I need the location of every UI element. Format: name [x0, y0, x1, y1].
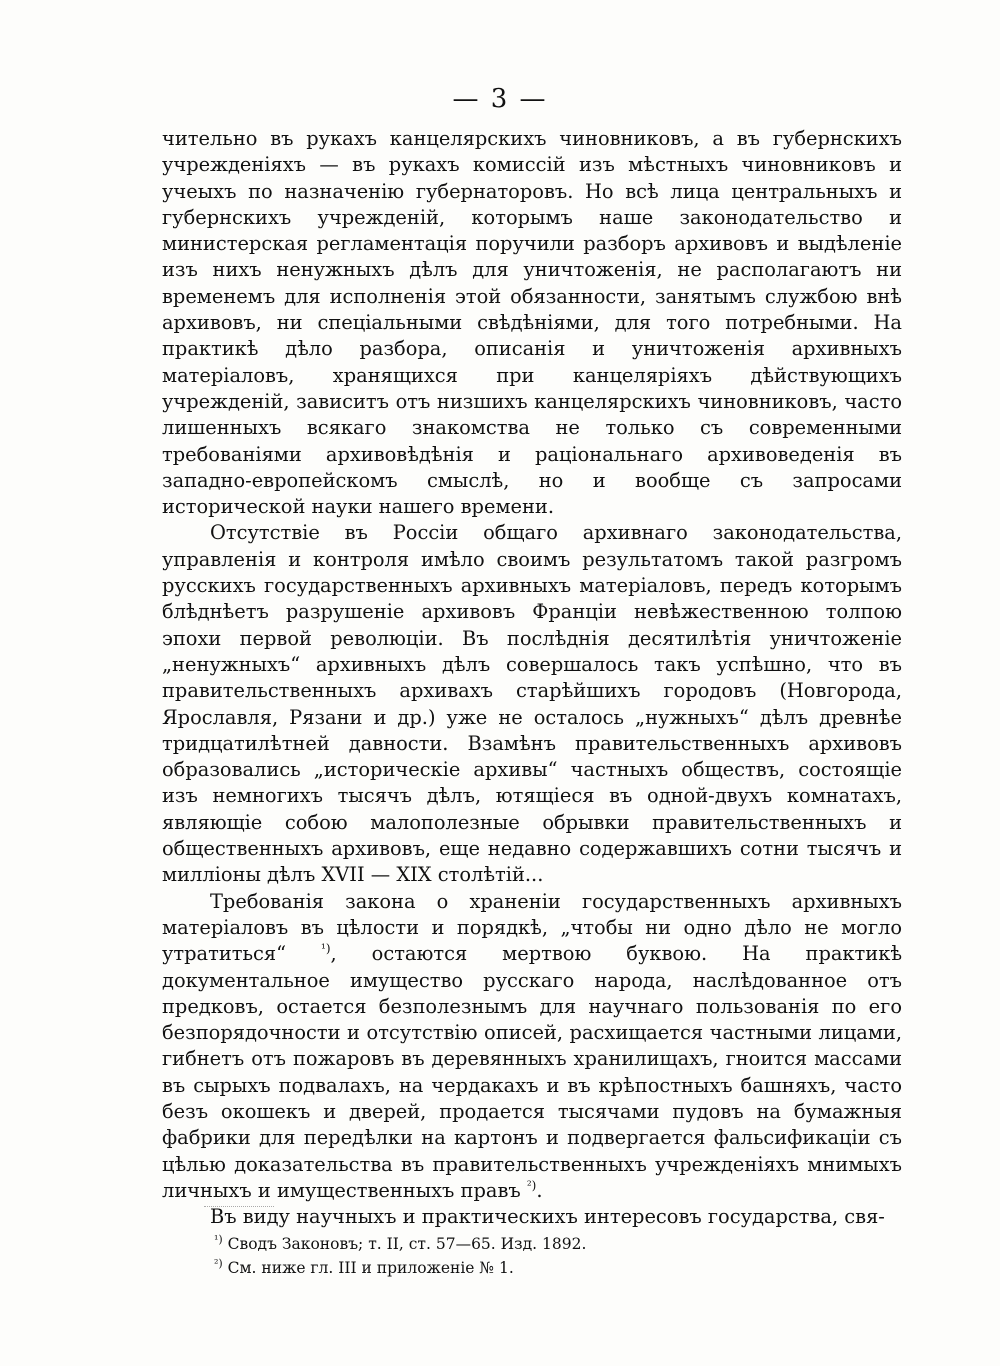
footnote-1-mark: ¹) [214, 1232, 223, 1246]
paragraph-2: Отсутствіе въ Россіи общаго архивнаго законодательства, управленія и контроля имѣло своимъ результатомъ такой разгромъ русскихъ государственныхъ архивныхъ матеріаловъ, передъ которымъ блѣднѣетъ разрушеніе архивовъ Франціи невѣжественною толпою эпохи первой революціи. Въ послѣднія десятилѣтія уничтоженіе „ненужныхъ“ архивныхъ дѣлъ совершалось такъ успѣшно, что въ правительственныхъ архивахъ старѣйшихъ городовъ (Новгорода, Ярославля, Рязани и др.) уже не осталось „нужныхъ“ дѣлъ древнѣе тридцатилѣтней давности. Взамѣнъ правительственныхъ архивовъ образовались „историческіе архивы“ частныхъ обществъ, состоящіе изъ немногихъ тысячъ дѣлъ, ютящіеся въ одной-двухъ комнатахъ, являющіе собою малополезные обрывки правительственныхъ и общественныхъ архивовъ, еще недавно содержавшихъ сотни тысячъ и милліоны дѣлъ XVII — XIX столѣтій... [162, 521, 902, 887]
paragraph-3-part-1: Требованія закона о храненіи государственныхъ архивныхъ матеріаловъ въ цѣлости и порядкѣ, „чтобы ни одно дѣло не могло утратиться“ [162, 889, 902, 966]
footnote-separator [204, 1206, 274, 1207]
footnote-1 [214, 1232, 814, 1256]
footnote-ref-2: ²) [526, 1178, 537, 1193]
paragraph-4: Въ виду научныхъ и практическихъ интересовъ государства, свя- [210, 1205, 885, 1229]
footnote-2 [214, 1256, 814, 1280]
footnotes [214, 1232, 814, 1280]
page-number: — 3 — [452, 84, 548, 114]
main-text [162, 126, 902, 1230]
footnote-2-text: См. ниже гл. III и приложеніе № 1. [227, 1259, 514, 1277]
footnote-1-text: Сводъ Законовъ; т. II, ст. 57—65. Изд. 1892. [227, 1235, 587, 1253]
paragraph-1: чительно въ рукахъ канцелярскихъ чиновниковъ, а въ губернскихъ учрежденіяхъ — въ рукахъ комиссій изъ мѣстныхъ чиновниковъ и учеыхъ по назначенію губернаторовъ. Но всѣ лица центральныхъ и губернскихъ учрежденій, которымъ наше законодательство и министерская регламентація поручили разборъ архивовъ и выдѣленіе изъ нихъ ненужныхъ дѣлъ для уничтоженія, не располагаютъ ни временемъ для исполненія этой обязанности, занятымъ службою внѣ архивовъ, ни спеціальными свѣдѣніями, для того потребными. На практикѣ дѣло разбора, описанія и уничтоженія архивныхъ матеріаловъ, хранящихся при канцеляріяхъ дѣйствующихъ учрежденій, зависитъ отъ низшихъ канцелярскихъ чиновниковъ, часто лишенныхъ всякаго знакомства не только съ современными требованіями архивовѣдѣнія и раціональнаго архивоведенія въ западно-европейскомъ смыслѣ, но и вообще съ запросами исторической науки нашего времени. [162, 127, 902, 519]
footnote-ref-1: ¹) [321, 941, 331, 956]
paragraph-3-part-3: . [536, 1178, 543, 1202]
footnote-2-mark: ²) [214, 1256, 223, 1270]
paragraph-3-part-2: , остаются мертвою буквою. На практикѣ документальное имущество русскаго народа, наслѣдованное отъ предковъ, остается безполезнымъ для научнаго пользованія по его безпорядочности и отсутствію описей, расхищается частными лицами, гибнетъ отъ пожаровъ въ деревянныхъ хранилищахъ, гноится массами въ сырыхъ подвалахъ, на чердакахъ и въ крѣпостныхъ башняхъ, часто безъ окошекъ и дверей, продается тысячами пудовъ на бумажныя фабрики для передѣлки на картонъ и подвергается фальсификаціи съ цѣлью доказательства въ правительственныхъ учрежденіяхъ мнимыхъ личныхъ и имущественныхъ правъ [162, 942, 903, 1202]
paragraph-3 [162, 889, 902, 1205]
